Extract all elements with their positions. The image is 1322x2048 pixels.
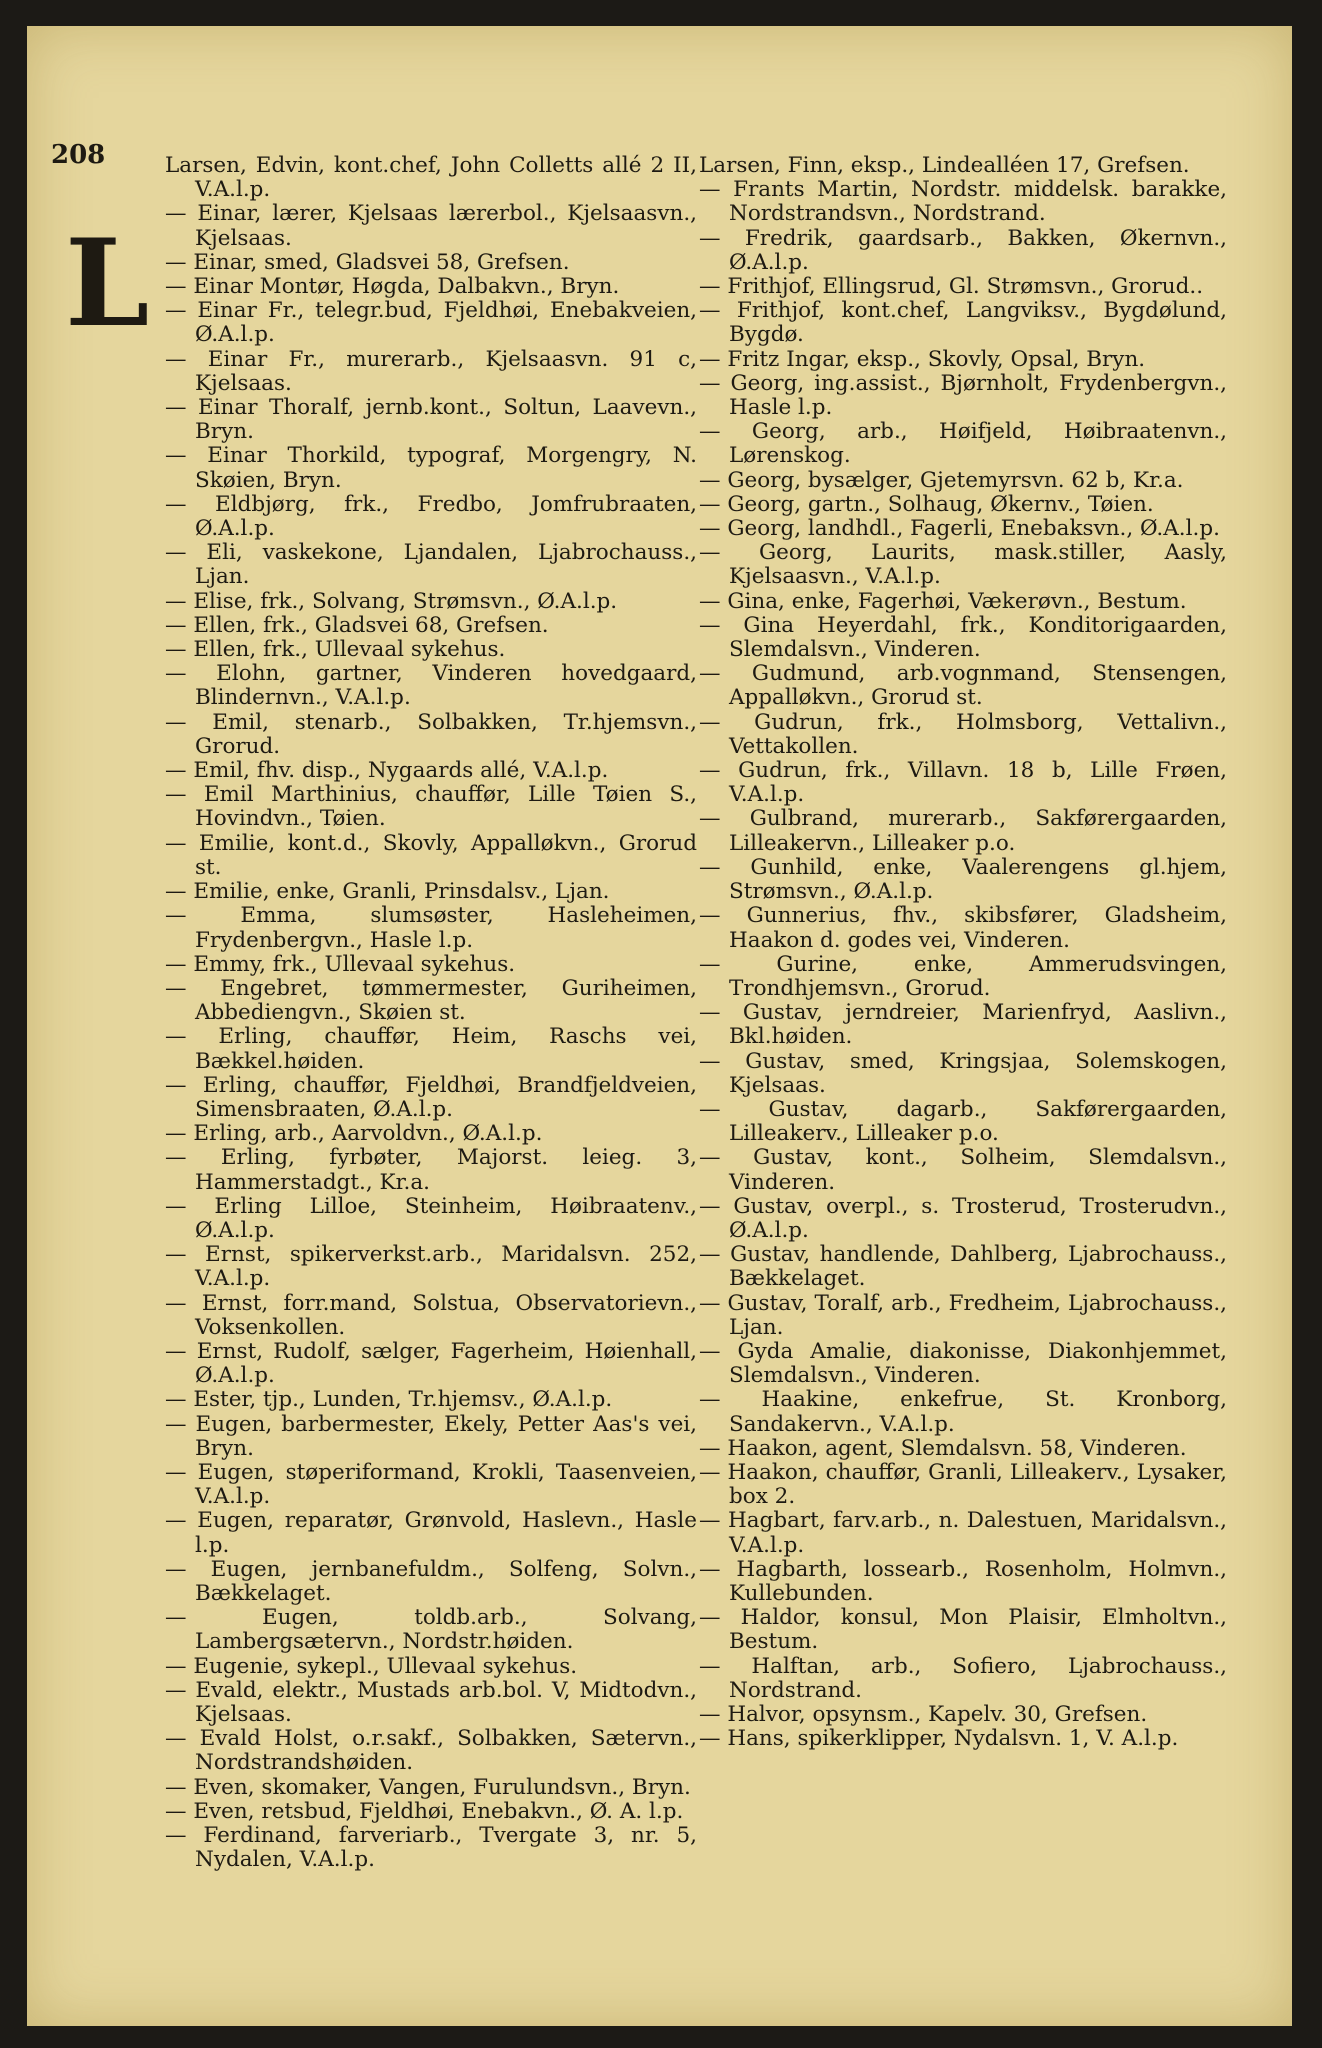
directory-page bbox=[27, 26, 1292, 2026]
directory-entry: — Emil, stenarb., Solbakken, Tr.hjemsvn., Grorud. bbox=[165, 709, 697, 759]
directory-entry: — Gina, enke, Fagerhøi, Vækerøvn., Bestum. bbox=[699, 588, 1187, 614]
directory-entry: — Gudrun, frk., Villavn. 18 b, Lille Frøen, V.A.l.p. bbox=[699, 758, 1227, 808]
directory-entry: — Halvor, opsynsm., Kapelv. 30, Grefsen. bbox=[699, 1702, 1148, 1727]
directory-entry: — Emilie, enke, Granli, Prinsdalsv., Ljan. bbox=[165, 879, 610, 905]
directory-entry: — Erling, arb., Aarvoldvn., Ø.A.l.p. bbox=[165, 1121, 543, 1147]
directory-entry: — Ferdinand, farveriarb., Tvergate 3, nr. 5, Nydalen, V.A.l.p. bbox=[165, 1823, 697, 1873]
directory-entry: — Gunhild, enke, Vaalerengens gl.hjem, Strømsvn., Ø.A.l.p. bbox=[699, 854, 1227, 905]
directory-entry: — Haakon, chauffør, Granli, Lilleakerv., Lysaker, box 2. bbox=[699, 1459, 1227, 1510]
directory-entry: — Einar, lærer, Kjelsaas lærerbol., Kjelsaasvn., Kjelsaas. bbox=[165, 201, 697, 251]
directory-entry: — Frithjof, kont.chef, Langviksv., Bygdølund, Bygdø. bbox=[699, 298, 1227, 348]
directory-entry: — Gulbrand, murerarb., Sakførergaarden, Lilleakervn., Lilleaker p.o. bbox=[699, 806, 1227, 856]
directory-entry: — Gustav, Toralf, arb., Fredheim, Ljabrochauss., Ljan. bbox=[699, 1290, 1227, 1340]
directory-entry: — Ernst, spikerverkst.arb., Maridalsvn. 252, V.A.l.p. bbox=[165, 1242, 697, 1292]
directory-entry: Larsen, Edvin, kont.chef, John Colletts allé 2 II, V.A.l.p. bbox=[165, 153, 697, 203]
directory-entry: — Eugen, reparatør, Grønvold, Haslevn., Hasle l.p. bbox=[165, 1508, 697, 1558]
directory-entry: — Evald Holst, o.r.sakf., Solbakken, Sætervn., Nordstrandshøiden. bbox=[165, 1726, 697, 1776]
directory-entry: — Elohn, gartner, Vinderen hovedgaard, Blindernvn., V.A.l.p. bbox=[165, 661, 697, 711]
directory-entry: — Gurine, enke, Ammerudsvingen, Trondhjemsvn., Grorud. bbox=[699, 951, 1227, 1001]
directory-entry: — Engebret, tømmermester, Guriheimen, Abbediengvn., Skøien st. bbox=[165, 975, 697, 1026]
directory-entry: — Georg, Laurits, mask.stiller, Aasly, Kjelsaasvn., V.A.l.p. bbox=[699, 540, 1227, 590]
directory-entry: — Emma, slumsøster, Hasleheimen, Frydenbergvn., Hasle l.p. bbox=[165, 903, 697, 953]
directory-entry: — Gudmund, arb.vognmand, Stensengen, Appalløkvn., Grorud st. bbox=[699, 661, 1227, 711]
directory-entry: — Einar, smed, Gladsvei 58, Grefsen. bbox=[165, 249, 570, 275]
directory-entry: — Emmy, frk., Ullevaal sykehus. bbox=[165, 951, 516, 977]
directory-entry: — Ernst, forr.mand, Solstua, Observatorievn., Voksenkollen. bbox=[165, 1290, 697, 1340]
directory-entry: — Hans, spikerklipper, Nydalsvn. 1, V. A.l.p. bbox=[699, 1726, 1179, 1752]
directory-entry: — Gustav, dagarb., Sakførergaarden, Lilleakerv., Lilleaker p.o. bbox=[699, 1096, 1227, 1147]
directory-entry: — Emil, fhv. disp., Nygaards allé, V.A.l.p. bbox=[165, 758, 609, 784]
directory-entry: — Even, retsbud, Fjeldhøi, Enebakvn., Ø. A. l.p. bbox=[165, 1798, 684, 1824]
directory-entry: — Frants Martin, Nordstr. middelsk. barakke, Nordstrandsvn., Nordstrand. bbox=[699, 177, 1227, 227]
directory-entry: — Gustav, overpl., s. Trosterud, Trosterudvn., Ø.A.l.p. bbox=[699, 1193, 1227, 1243]
directory-entry: — Einar Fr., murerarb., Kjelsaasvn. 91 c, Kjelsaas. bbox=[165, 346, 697, 396]
directory-entry: — Elise, frk., Solvang, Strømsvn., Ø.A.l.p. bbox=[165, 588, 618, 614]
directory-entry: — Even, skomaker, Vangen, Furulundsvn., Bryn. bbox=[165, 1774, 691, 1800]
directory-entry: — Erling, fyrbøter, Majorst. leieg. 3, Hammerstadgt., Kr.a. bbox=[165, 1145, 697, 1195]
directory-entry: — Hagbart, farv.arb., n. Dalestuen, Maridalsvn., V.A.l.p. bbox=[699, 1508, 1227, 1558]
directory-entry: — Einar Montør, Høgda, Dalbakvn., Bryn. bbox=[165, 274, 620, 300]
directory-entry: — Einar Thoralf, jernb.kont., Soltun, Laavevn., Bryn. bbox=[165, 395, 697, 445]
directory-entry: — Einar Fr., telegr.bud, Fjeldhøi, Enebakveien, Ø.A.l.p. bbox=[165, 298, 697, 348]
directory-entry: — Georg, landhdl., Fagerli, Enebaksvn., Ø.A.l.p. bbox=[699, 516, 1220, 542]
directory-entry: — Georg, ing.assist., Bjørnholt, Frydenbergvn., Hasle l.p. bbox=[699, 370, 1227, 421]
directory-entry: — Gunnerius, fhv., skibsfører, Gladsheim, Haakon d. godes vei, Vinderen. bbox=[699, 903, 1227, 953]
directory-entry: — Ester, tjp., Lunden, Tr.hjemsv., Ø.A.l.p. bbox=[165, 1387, 613, 1413]
directory-entry: — Eli, vaskekone, Ljandalen, Ljabrochauss., Ljan. bbox=[165, 540, 697, 590]
directory-entry: — Georg, arb., Høifjeld, Høibraatenvn., Lørenskog. bbox=[699, 419, 1227, 469]
directory-entry: — Haakon, agent, Slemdalsvn. 58, Vinderen. bbox=[699, 1435, 1187, 1461]
directory-entry: — Fredrik, gaardsarb., Bakken, Økernvn., Ø.A.l.p. bbox=[699, 225, 1227, 275]
directory-entry: — Eugen, toldb.arb., Solvang, Lambergsætervn., Nordstr.høiden. bbox=[165, 1605, 697, 1655]
directory-entry: — Gustav, handlende, Dahlberg, Ljabrochauss., Bækkelaget. bbox=[699, 1242, 1227, 1292]
left-column bbox=[165, 154, 697, 1872]
page-number: 208 bbox=[51, 140, 106, 170]
directory-entry: — Gina Heyerdahl, frk., Konditorigaarden, Slemdalsvn., Vinderen. bbox=[699, 612, 1227, 663]
directory-entry: — Evald, elektr., Mustads arb.bol. V, Midtodvn., Kjelsaas. bbox=[165, 1677, 697, 1727]
directory-entry: — Erling Lilloe, Steinheim, Høibraatenv., Ø.A.l.p. bbox=[165, 1193, 697, 1243]
directory-entry: — Gustav, smed, Kringsjaa, Solemskogen, Kjelsaas. bbox=[699, 1048, 1227, 1098]
directory-entry: — Frithjof, Ellingsrud, Gl. Strømsvn., Grorud.. bbox=[699, 274, 1204, 300]
right-column bbox=[699, 154, 1227, 1751]
section-letter: L bbox=[65, 213, 150, 354]
directory-entry: — Haldor, konsul, Mon Plaisir, Elmholtvn., Bestum. bbox=[699, 1605, 1227, 1655]
directory-entry: — Eldbjørg, frk., Fredbo, Jomfrubraaten, Ø.A.l.p. bbox=[165, 491, 697, 542]
directory-entry: — Haakine, enkefrue, St. Kronborg, Sandakervn., V.A.l.p. bbox=[699, 1387, 1227, 1437]
directory-entry: — Gustav, jerndreier, Marienfryd, Aaslivn., Bkl.høiden. bbox=[699, 1000, 1227, 1050]
directory-entry: — Ellen, frk., Gladsvei 68, Grefsen. bbox=[165, 612, 549, 638]
directory-entry: — Fritz Ingar, eksp., Skovly, Opsal, Bryn. bbox=[699, 346, 1146, 372]
directory-entry: — Ernst, Rudolf, sælger, Fagerheim, Høienhall, Ø.A.l.p. bbox=[165, 1338, 697, 1389]
directory-entry: — Georg, bysælger, Gjetemyrsvn. 62 b, Kr.a. bbox=[699, 467, 1184, 493]
directory-entry: — Erling, chauffør, Fjeldhøi, Brandfjeldveien, Simensbraaten, Ø.A.l.p. bbox=[165, 1072, 697, 1122]
directory-entry: — Einar Thorkild, typograf, Morgengry, N. Skøien, Bryn. bbox=[165, 443, 697, 493]
directory-entry: — Gyda Amalie, diakonisse, Diakonhjemmet, Slemdalsvn., Vinderen. bbox=[699, 1338, 1227, 1389]
directory-entry: — Ellen, frk., Ullevaal sykehus. bbox=[165, 637, 506, 663]
directory-entry: — Hagbarth, lossearb., Rosenholm, Holmvn., Kullebunden. bbox=[699, 1556, 1227, 1606]
directory-entry: — Eugen, jernbanefuldm., Solfeng, Solvn., Bækkelaget. bbox=[165, 1556, 697, 1606]
directory-entry: Larsen, Finn, eksp., Lindealléen 17, Grefsen. bbox=[699, 153, 1190, 178]
directory-entry: — Eugen, barbermester, Ekely, Petter Aas's vei, Bryn. bbox=[165, 1411, 697, 1461]
directory-entry: — Emil Marthinius, chauffør, Lille Tøien S., Hovindvn., Tøien. bbox=[165, 782, 697, 832]
directory-entry: — Eugen, støperiformand, Krokli, Taasenveien, V.A.l.p. bbox=[165, 1459, 697, 1510]
directory-entry: — Georg, gartn., Solhaug, Økernv., Tøien. bbox=[699, 491, 1154, 517]
directory-entry: — Erling, chauffør, Heim, Raschs vei, Bækkel.høiden. bbox=[165, 1024, 697, 1074]
directory-entry: — Gudrun, frk., Holmsborg, Vettalivn., Vettakollen. bbox=[699, 709, 1227, 759]
directory-entry: — Eugenie, sykepl., Ullevaal sykehus. bbox=[165, 1653, 578, 1679]
directory-entry: — Halftan, arb., Sofiero, Ljabrochauss., Nordstrand. bbox=[699, 1653, 1227, 1703]
directory-entry: — Emilie, kont.d., Skovly, Appalløkvn., Grorud st. bbox=[165, 830, 697, 880]
directory-entry: — Gustav, kont., Solheim, Slemdalsvn., Vinderen. bbox=[699, 1145, 1227, 1195]
